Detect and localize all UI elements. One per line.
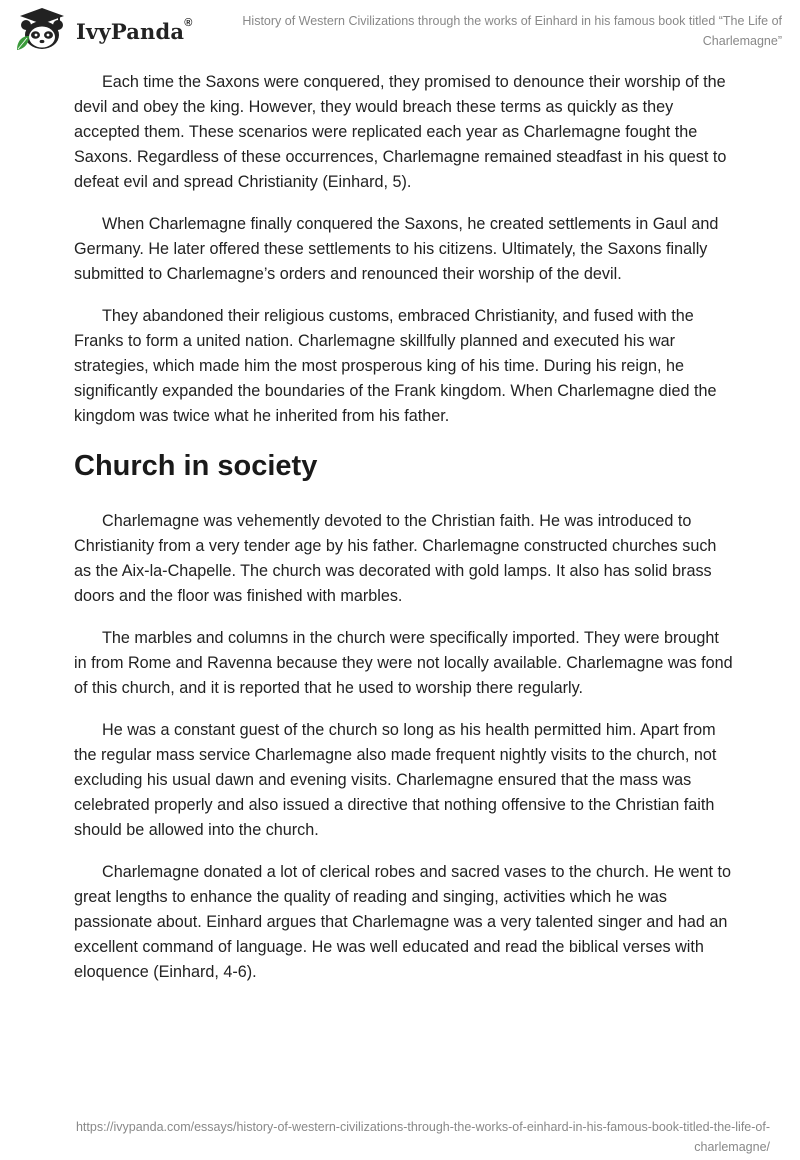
ivypanda-logo[interactable] <box>14 8 204 54</box>
section-heading: Church in society <box>74 450 318 482</box>
paragraph: He was a constant guest of the church so long as his health permitted him. Apart from the regular mass service Charlemagne also made frequent nightly visits to the church, not excluding his usual dawn and evening visits. Charlemagne ensured that the mass was celebrated properly and also issued a directive that nothing offensive to the Christian faith should be allowed into the church. <box>74 721 717 839</box>
paragraph: Charlemagne donated a lot of clerical robes and sacred vases to the church. He went to great lengths to enhance the quality of reading and singing, activities which he was passionate about. Einhard argues that Charlemagne was a very talented singer and had an excellent command of language. He was well educated and read the biblical verses with eloquence (Einhard, 4-6). <box>74 863 731 981</box>
logo-name: IvyPanda <box>76 18 185 44</box>
essay-body <box>74 70 734 1002</box>
registered-mark: ® <box>184 16 193 29</box>
source-url[interactable]: https://ivypanda.com/essays/history-of-western-civilizations-through-the-works-of-einhard-in-his-famous-book-titled-the-life-of-charlemagne/ <box>75 1120 770 1154</box>
paragraph: Charlemagne was vehemently devoted to the Christian faith. He was introduced to Christianity from a very tender age by his father. Charlemagne constructed churches such as the Aix-la-Chapelle. The church was decorated with gold lamps. It also has solid brass doors and the floor was finished with marbles. <box>74 512 717 605</box>
paragraph: The marbles and columns in the church were specifically imported. They were brought in from Rome and Ravenna because they were not locally available. Charlemagne was fond of this church, and it is reported that he used to worship there regularly. <box>74 629 733 697</box>
paragraph: Each time the Saxons were conquered, they promised to denounce their worship of the devil and obey the king. However, they would breach these terms as quickly as they accepted them. These scenarios were replicated each year as Charlemagne fought the Saxons. Regardless of these occurrences, Charlemagne remained steadfast in his quest to defeat evil and spread Christianity (Einhard, 5). <box>74 73 727 191</box>
logo-wordmark <box>76 16 193 44</box>
panda-graduate-icon <box>14 6 70 57</box>
paragraph: When Charlemagne finally conquered the Saxons, he created settlements in Gaul and Germany. He later offered these settlements to his citizens. Ultimately, the Saxons finally submitted to Charlemagne’s orders and renounced their worship of the devil. <box>74 215 719 283</box>
page-header <box>0 0 800 60</box>
paragraph: They abandoned their religious customs, embraced Christianity, and fused with the Franks to form a united nation. Charlemagne skillfully planned and executed his war strategies, which made him the most prosperous king of his time. During his reign, he significantly expanded the boundaries of the Frank kingdom. When Charlemagne died the kingdom was twice what he inherited from his father. <box>74 307 717 425</box>
document-title: History of Western Civilizations through the works of Einhard in his famous book titled “The Life of Charlemagne” <box>242 14 782 48</box>
